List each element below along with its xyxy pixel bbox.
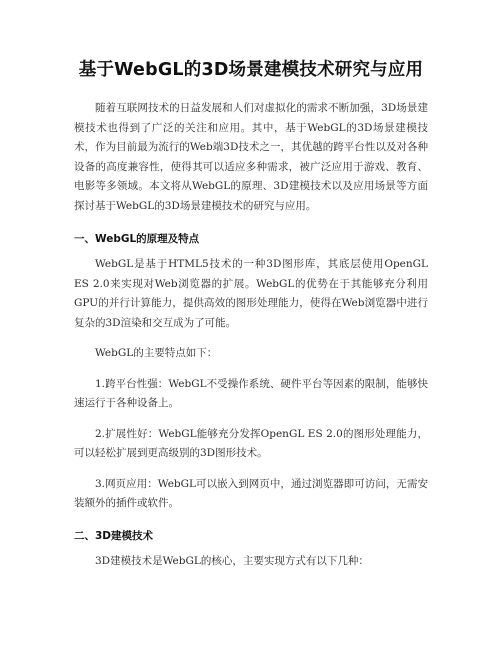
feature-item-extensibility: 2.扩展性好：WebGL能够充分发挥OpenGL ES 2.0的图形处理能力，可以轻松扩展到更高级别的3D图形技术。 [74,427,428,459]
section-heading-3d-modeling: 二、3D建模技术 [74,529,154,542]
webgl-description-paragraph: WebGL是基于HTML5技术的一种3D图形库，其底层使用OpenGL ES 2.0来实现对Web浏览器的扩展。WebGL的优势在于其能够充分利用GPU的并行计算能力，提供高效的图形处理能力，使得在Web浏览器中进行复杂的3D渲染和交互成为了可能。 [74,258,428,329]
modeling-intro-paragraph: 3D建模技术是WebGL的核心，主要实现方式有以下几种： [95,554,369,567]
document-title: 基于WebGL的3D场景建模技术研究与应用 [78,60,424,80]
feature-item-cross-platform: 1.跨平台性强：WebGL不受操作系统、硬件平台等因素的限制，能够快速运行于各种设备上。 [74,377,428,409]
webgl-features-intro: WebGL的主要特点如下： [95,347,218,359]
feature-item-web-application: 3.网页应用：WebGL可以嵌入到网页中，通过浏览器即可访问，无需安装额外的插件或软件。 [74,477,428,509]
intro-paragraph: 随着互联网技术的日益发展和人们对虚拟化的需求不断加强，3D场景建模技术也得到了广泛的关注和应用。其中，基于WebGL的3D场景建模技术，作为目前最为流行的Web端3D技术之一，其优越的跨平台性以及对各种设备的高度兼容性，使得其可以适应多种需求，被广泛应用于游戏、教育、电影等多领域。本文将从WebGL的原理、3D建模技术以及应用场景等方面探讨基于WebGL的3D场景建模技术的研究与应用。 [74,102,428,212]
section-heading-webgl-principles: 一、WebGL的原理及特点 [74,233,200,245]
